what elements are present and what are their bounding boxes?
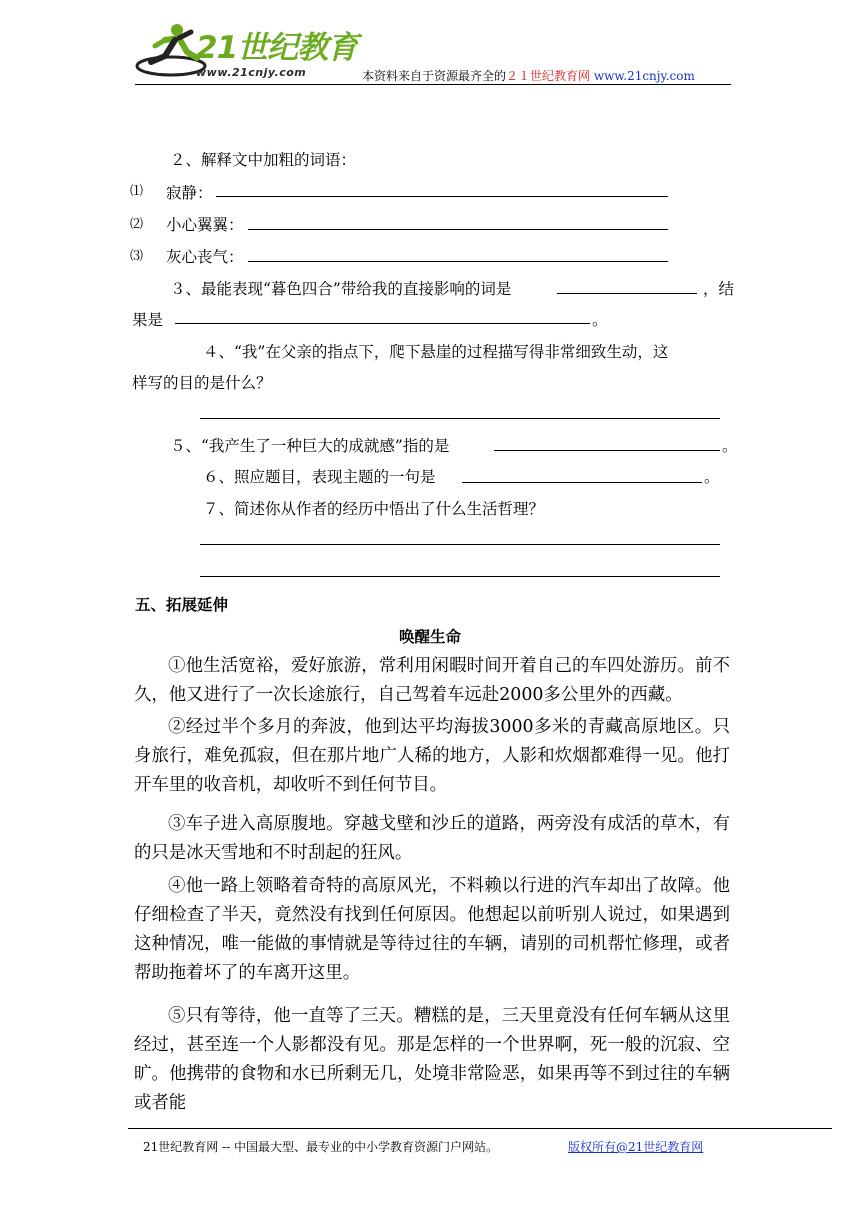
section-title: 五、拓展延伸 — [135, 596, 229, 614]
q2-item-1-word: 寂静： — [166, 184, 213, 202]
header-note-prefix: 本资料来自于资源最齐全的 — [362, 69, 507, 83]
answer-blank — [557, 293, 697, 294]
answer-blank — [200, 544, 720, 545]
story-title: 唤醒生命 — [398, 628, 461, 646]
q2-item-2-number: ⑵ — [130, 217, 144, 232]
answer-blank — [494, 450, 720, 451]
question-3-continue: ，结 — [703, 280, 735, 298]
q2-item-1-number: ⑴ — [130, 184, 144, 199]
paragraph-2: ②经过半个多月的奔波，他到达平均海拔3000多米的青藏高原地区。只身旅行，难免孤寂，但在那片地广人稀的地方，人影和炊烟都难得一见。他打开车里的收音机，却收听不到任何节目。 — [134, 717, 730, 795]
header-note-url[interactable]: www.21cnjy.com — [593, 69, 695, 83]
paragraph-4: ④他一路上领略着奇特的高原风光，不料赖以行进的汽车却出了故障。他仔细检查了半天，竟然没有找到任何原因。他想起以前听别人说过，如果遇到这种情况，唯一能做的事情就是等待过往的车辆，请别的司机帮忙修理，或者帮助拖着坏了的车离开这里。 — [134, 876, 730, 983]
header-rule — [135, 84, 731, 85]
header-note-site: ２１世纪教育网 — [506, 69, 591, 83]
question-4-line-2: 样写的目的是什么？ — [132, 374, 272, 392]
answer-blank — [248, 229, 668, 230]
answer-blank — [200, 418, 720, 419]
answer-blank — [200, 576, 720, 577]
q2-item-3-number: ⑶ — [130, 249, 144, 264]
answer-blank — [175, 323, 590, 324]
question-4-line-1: ４、“我”在父亲的指点下，爬下悬崖的过程描写得非常细致生动，这 — [203, 343, 669, 361]
question-6-end: 。 — [704, 468, 720, 486]
answer-blank — [462, 482, 702, 483]
q2-item-3-word: 灰心丧气： — [166, 248, 244, 266]
question-7-text: ７、简述你从作者的经历中悟出了什么生活哲理？ — [203, 500, 545, 518]
question-3-result: 果是 — [132, 311, 164, 329]
header-note — [362, 67, 695, 84]
question-5-text: ５、“我产生了一种巨大的成就感”指的是 — [170, 437, 450, 455]
answer-blank — [248, 261, 668, 262]
copyright-link[interactable]: 版权所有@21世纪教育网 — [568, 1140, 704, 1154]
answer-blank — [216, 196, 668, 197]
question-3-end: 。 — [592, 311, 608, 329]
paragraph-3: ③车子进入高原腹地。穿越戈壁和沙丘的道路，两旁没有成活的草木，有的只是冰天雪地和不时刮起的狂风。 — [134, 814, 730, 863]
logo-text: 21世纪教育 — [196, 30, 358, 66]
question-6-text: ６、照应题目，表现主题的一句是 — [203, 468, 436, 486]
question-5-end: 。 — [722, 437, 738, 455]
question-2: ２、解释文中加粗的词语： — [170, 151, 357, 169]
paragraph-5: ⑤只有等待，他一直等了三天。糟糕的是，三天里竟没有任何车辆从这里经过，甚至连一个人影都没有见。那是怎样的一个世界啊，死一般的沉寂、空旷。他携带的食物和水已所剩无几，处境非常险恶，如果再等不到过往的车辆或者能 — [134, 1006, 730, 1113]
footer-text: 21世纪教育网 -- 中国最大型、最专业的中小学教育资源门户网站。 — [143, 1140, 499, 1154]
logo-url: www.21cnjy.com — [196, 66, 307, 79]
paragraph-1: ①他生活宽裕，爱好旅游，常利用闲暇时间开着自己的车四处游历。前不久，他又进行了一次长途旅行，自己驾着车远赴2000多公里外的西藏。 — [134, 656, 730, 705]
q2-item-2-word: 小心翼翼： — [166, 216, 244, 234]
footer-rule — [128, 1128, 832, 1129]
question-3-text: ３、最能表现“暮色四合”带给我的直接影响的词是 — [170, 280, 512, 298]
